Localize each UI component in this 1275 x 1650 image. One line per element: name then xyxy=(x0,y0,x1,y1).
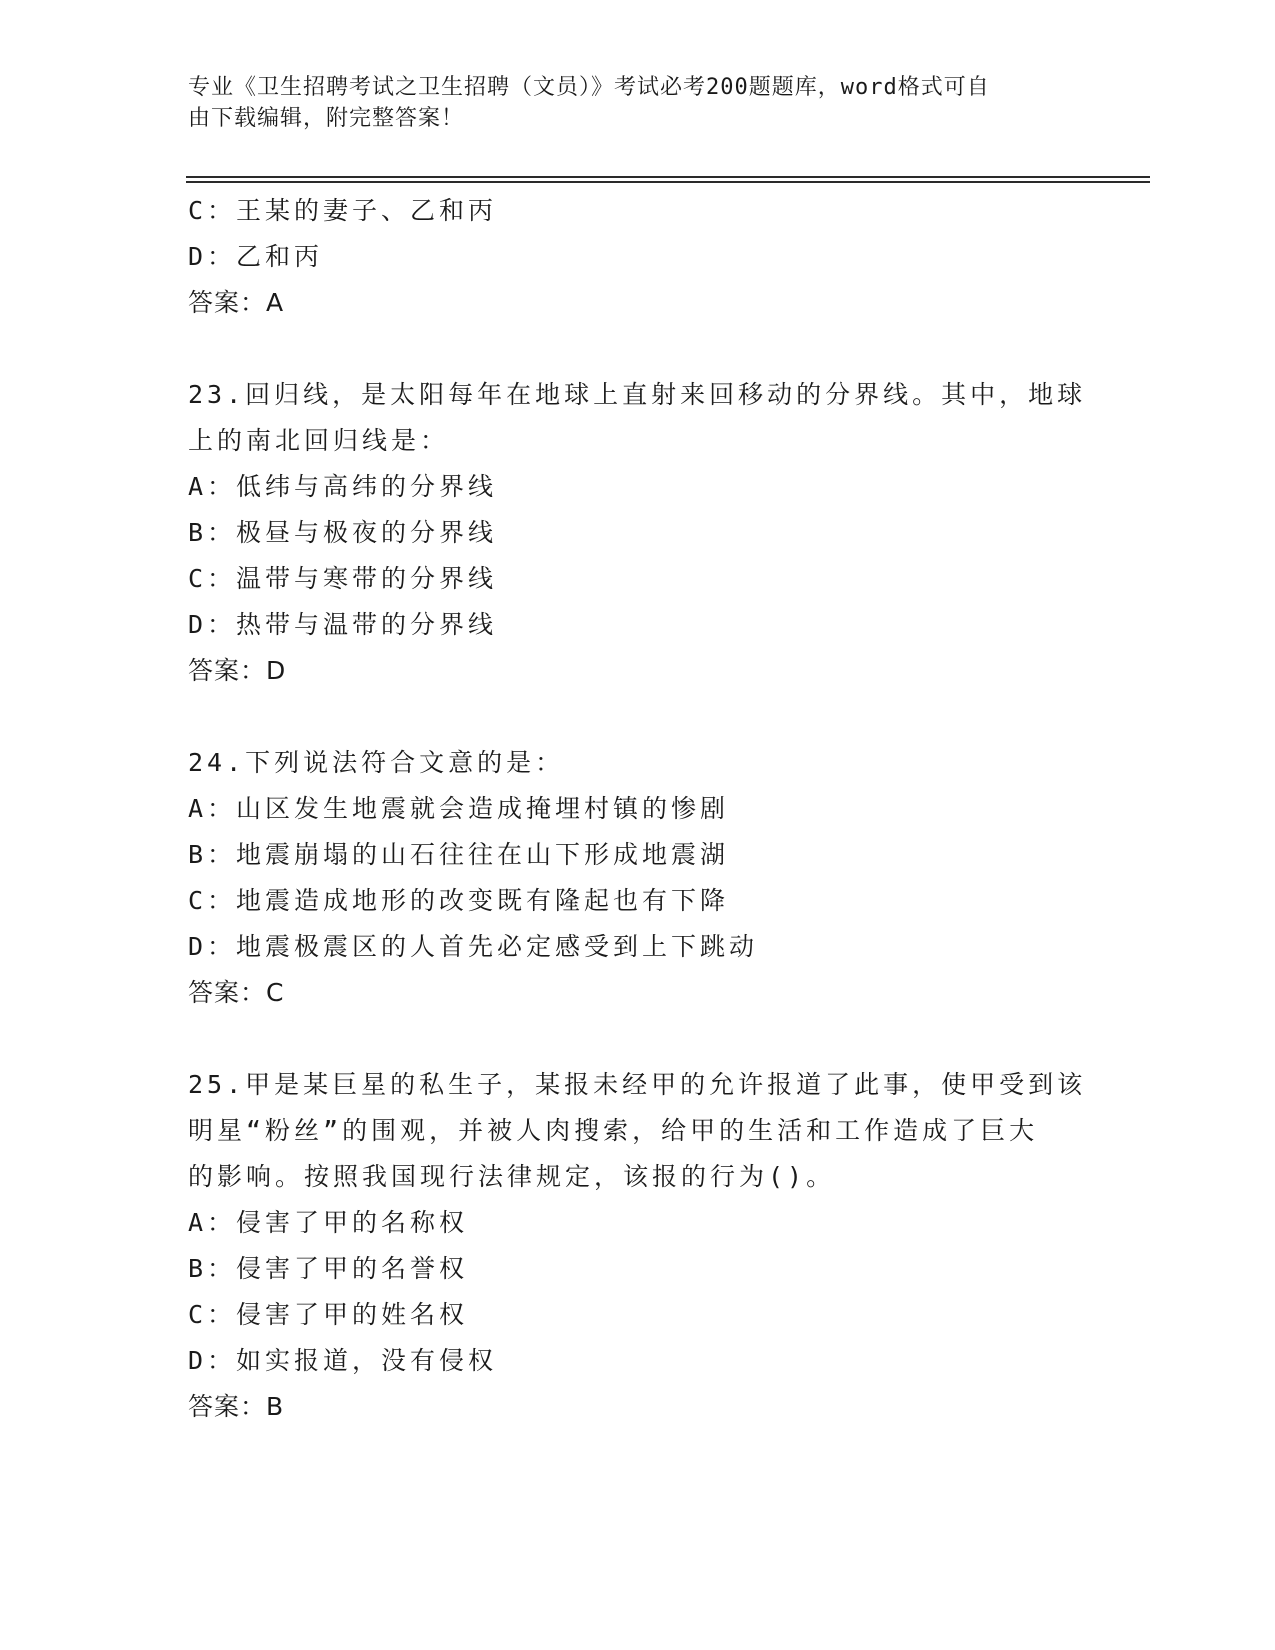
header-divider-bottom xyxy=(186,181,1150,183)
question-stem: 的影响。按照我国现行法律规定，该报的行为()。 xyxy=(188,1162,836,1191)
option-b: B：侵害了甲的名誉权 xyxy=(188,1254,469,1283)
document-header xyxy=(188,72,1088,134)
question-24 xyxy=(188,740,1088,1016)
option-d: D：乙和丙 xyxy=(188,242,324,271)
spacer xyxy=(188,326,1088,372)
option-c: C：温带与寒带的分界线 xyxy=(188,564,498,593)
question-22-tail xyxy=(188,188,1088,326)
option-b: B：极昼与极夜的分界线 xyxy=(188,518,498,547)
question-stem: 24.下列说法符合文意的是： xyxy=(188,748,565,777)
option-d: D：如实报道，没有侵权 xyxy=(188,1346,498,1375)
answer: 答案：B xyxy=(188,1392,285,1421)
answer: 答案：C xyxy=(188,978,285,1007)
question-stem: 明星“粉丝”的围观，并被人肉搜索，给甲的生活和工作造成了巨大 xyxy=(188,1116,1039,1145)
question-23 xyxy=(188,372,1088,694)
answer: 答案：D xyxy=(188,656,287,685)
option-c: C：地震造成地形的改变既有隆起也有下降 xyxy=(188,886,730,915)
question-stem: 25.甲是某巨星的私生子，某报未经甲的允许报道了此事，使甲受到该 xyxy=(188,1070,1087,1099)
question-stem: 上的南北回归线是： xyxy=(188,426,450,455)
question-stem: 23.回归线，是太阳每年在地球上直射来回移动的分界线。其中，地球 xyxy=(188,380,1087,409)
option-d: D：热带与温带的分界线 xyxy=(188,610,498,639)
header-divider-top xyxy=(186,176,1150,178)
option-a: A：山区发生地震就会造成掩埋村镇的惨剧 xyxy=(188,794,730,823)
header-line-1: 专业《卫生招聘考试之卫生招聘（文员）》考试必考200题题库，word格式可自 xyxy=(188,75,990,100)
option-c: C：侵害了甲的姓名权 xyxy=(188,1300,469,1329)
option-a: A：低纬与高纬的分界线 xyxy=(188,472,498,501)
option-d: D：地震极震区的人首先必定感受到上下跳动 xyxy=(188,932,759,961)
header-line-2: 由下载编辑，附完整答案！ xyxy=(188,106,465,131)
option-b: B：地震崩塌的山石往往在山下形成地震湖 xyxy=(188,840,730,869)
option-c: C：王某的妻子、乙和丙 xyxy=(188,196,498,225)
option-a: A：侵害了甲的名称权 xyxy=(188,1208,469,1237)
question-25 xyxy=(188,1062,1088,1430)
answer: 答案：A xyxy=(188,288,285,317)
spacer xyxy=(188,694,1088,740)
question-list xyxy=(188,188,1088,1430)
spacer xyxy=(188,1016,1088,1062)
